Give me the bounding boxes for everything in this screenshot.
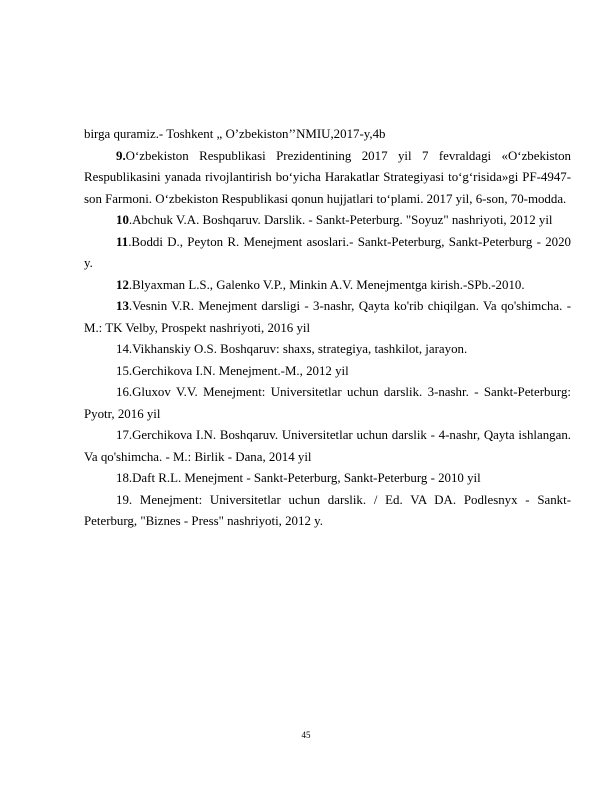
reference-text: .Boddi D., Peyton R. Menejment asoslari.- Sankt-Peterburg, Sankt-Peterburg - 2020 y.: [84, 234, 571, 270]
reference-number: 19.: [116, 492, 133, 507]
reference-text: Gerchikova I.N. Boshqaruv. Universitetlar uchun darslik - 4-nashr, Qayta ishlangan. Va qo'shimcha. - M.: Birlik - Dana, 2014 yil: [84, 428, 571, 464]
reference-item: [84, 232, 571, 275]
reference-number: 14.: [116, 342, 133, 356]
reference-continuation: birga quramiz.- Toshkent „ O’zbekiston’’NMIU,2017-y,4b: [84, 127, 386, 141]
reference-text: Menejment: Universitetlar uchun darslik. / Ed. VA DA. Podlesnyx - Sankt-Peterburg, "Biznes - Press" nashriyoti, 2012 y.: [84, 492, 571, 528]
reference-list: [84, 146, 571, 533]
reference-text: Vikhanskiy O.S. Boshqaruv: shaxs, strategiya, tashkilot, jarayon.: [132, 342, 468, 356]
reference-number: 18.: [116, 471, 133, 485]
reference-text: .Blyaxman L.S., Galenko V.P., Minkin A.V. Menejmentga kirish.-SPb.-2010.: [128, 277, 525, 292]
reference-number: 13: [116, 299, 129, 313]
reference-item: [84, 425, 571, 468]
reference-text: O‘zbekiston Respublikasi Prezidentining 2017 yil 7 fevraldagi «O‘zbekiston Respublikasini yanada rivojlantirish bo‘yicha Harakatlar Strategiyasi to‘g‘risida»gi PF-4947-son Farmoni. O‘zbekiston Respublikasi qonun hujjatlari to‘plami. 2017 yil, 6-son, 70-modda.: [84, 148, 571, 206]
reference-text: Gluxov V.V. Menejment: Universitetlar uchun darslik. 3-nashr. - Sankt-Peterburg: Pyotr, 2016 yil: [84, 385, 571, 421]
reference-number: 15.: [116, 363, 133, 378]
reference-number: 17.: [116, 428, 133, 442]
reference-item: [84, 468, 571, 490]
reference-item: [84, 146, 571, 211]
reference-item: [84, 361, 571, 383]
reference-text: Gerchikova I.N. Menejment.-M., 2012 yil: [132, 363, 349, 378]
reference-number: 16.: [116, 385, 133, 399]
reference-item: [84, 210, 571, 232]
reference-item: [84, 275, 571, 297]
references-section: [84, 124, 571, 533]
reference-text: .Abchuk V.A. Boshqaruv. Darslik. - Sankt-Peterburg. "Soyuz" nashriyoti, 2012 yil: [128, 213, 553, 227]
reference-text: Daft R.L. Menejment - Sankt-Peterburg, Sankt-Peterburg - 2010 yil: [132, 471, 481, 485]
reference-number: 11: [116, 234, 129, 249]
reference-number: 10: [116, 213, 129, 227]
reference-item: [84, 490, 571, 533]
page-number: 45: [301, 730, 311, 740]
reference-text: .Vesnin V.R. Menejment darsligi - 3-nashr, Qayta ko'rib chiqilgan. Va qo'shimcha. - M.: TK Velby, Prospekt nashriyoti, 2016 yil: [84, 299, 571, 335]
reference-number: 12: [116, 277, 129, 292]
reference-item: [84, 382, 571, 425]
reference-item: [84, 296, 571, 339]
reference-number: 9.: [116, 148, 126, 163]
reference-item: [84, 339, 571, 361]
